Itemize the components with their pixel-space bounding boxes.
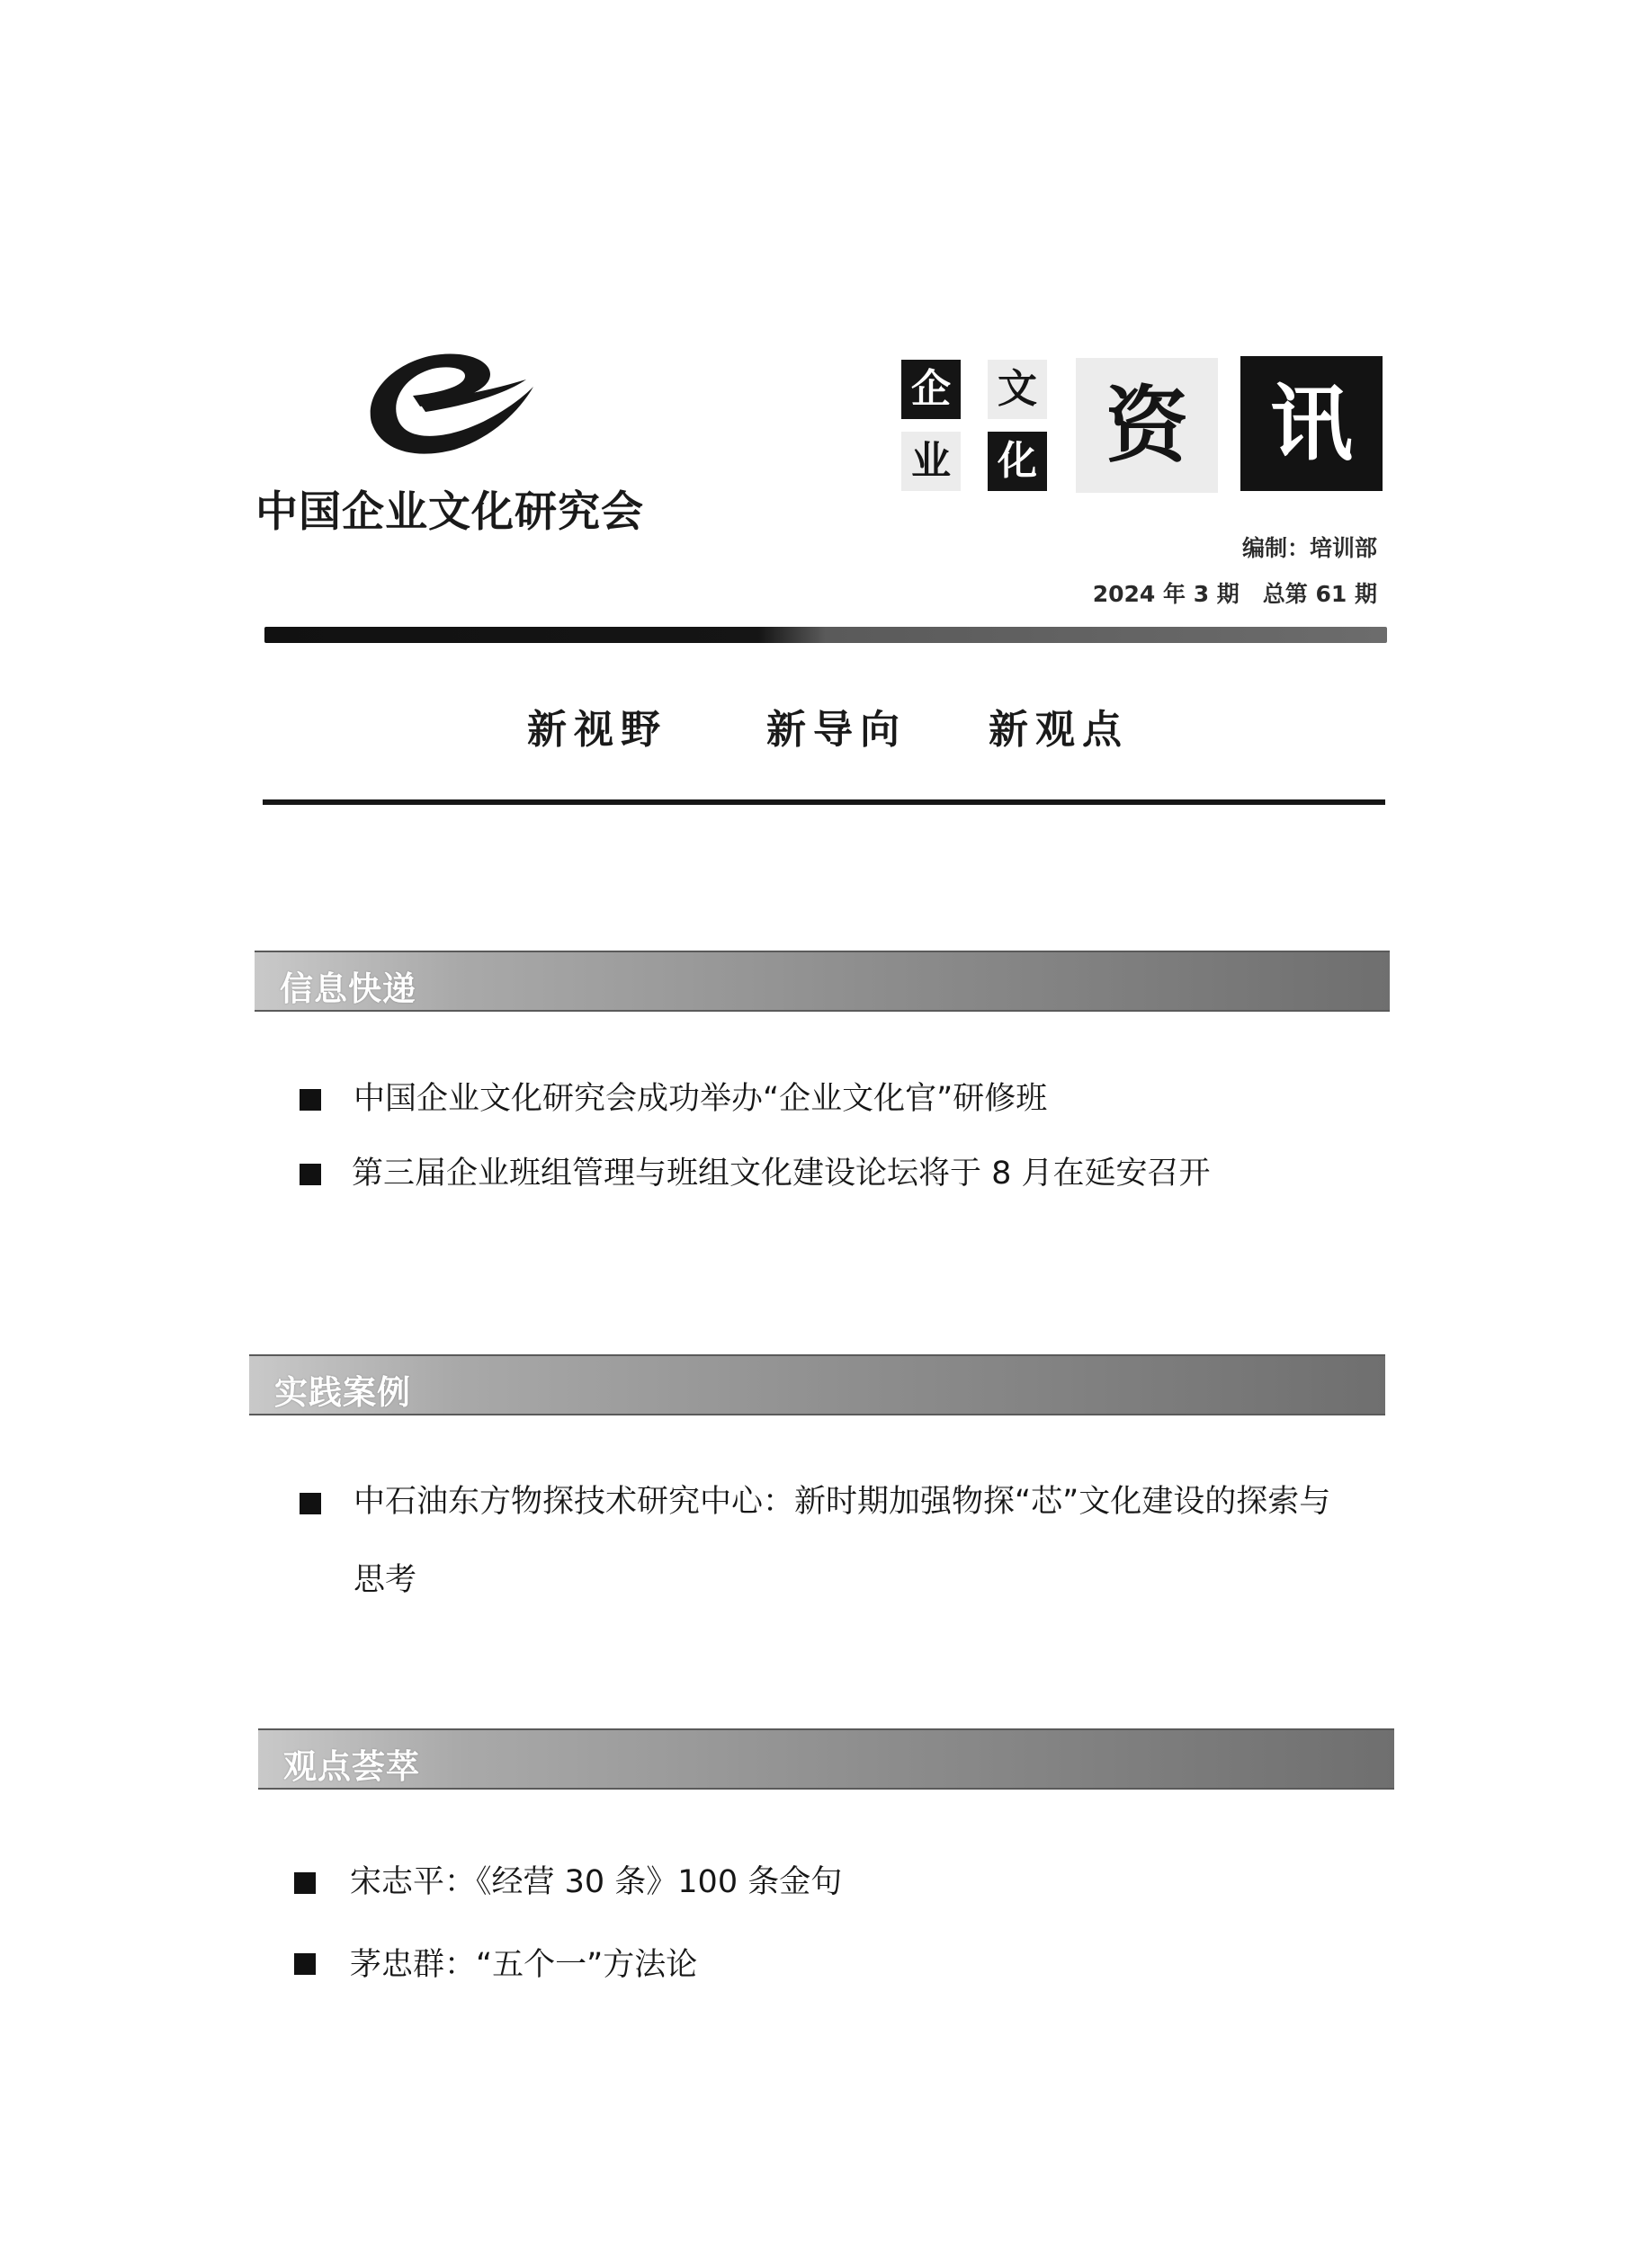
section-header-views [258,1728,1394,1790]
section-title-views: 观点荟萃 [283,1747,420,1786]
organization-name: 中国企业文化研究会 [255,487,644,537]
bullet-square-icon [300,1164,321,1185]
organization-logo-icon [355,340,535,461]
issue-number: 2024 年 3 期 [1092,581,1240,607]
masthead-char-qi: 企 [901,360,961,419]
masthead-char-zi: 资 [1076,358,1218,493]
total-issue-number: 总第 61 期 [1262,581,1377,607]
editor-credit: 编制：培训部 [1241,535,1377,561]
issue-info [1093,576,1377,609]
section-title-news: 信息快递 [280,969,416,1008]
header-divider-top [264,627,1387,643]
bullet-square-icon [294,1953,316,1975]
view-item-1: 宋志平：《经营 30 条》100 条金句 [350,1864,843,1900]
slogan-new-viewpoint: 新观点 [989,707,1129,753]
masthead-char-xun: 讯 [1240,356,1383,491]
bullet-square-icon [300,1089,321,1111]
section-header-cases [249,1354,1385,1415]
masthead-char-ye: 业 [901,432,961,491]
news-item-2: 第三届企业班组管理与班组文化建设论坛将于 8 月在延安召开 [352,1156,1211,1192]
slogan-new-vision: 新视野 [527,707,667,753]
slogan-row [0,697,1629,760]
case-item-1-line-1: 中石油东方物探技术研究中心：新时期加强物探“芯”文化建设的探索与 [354,1484,1331,1520]
bullet-square-icon [300,1493,321,1514]
masthead-char-hua: 化 [988,432,1047,491]
news-item-1: 中国企业文化研究会成功举办“企业文化官”研修班 [354,1081,1048,1117]
section-header-news [255,951,1390,1012]
masthead-char-wen: 文 [988,360,1047,419]
header-divider-bottom [263,799,1385,805]
view-item-2: 茅忠群：“五个一”方法论 [350,1947,698,1983]
bullet-square-icon [294,1872,316,1894]
section-title-cases: 实践案例 [274,1373,411,1412]
slogan-new-direction: 新导向 [766,707,907,753]
case-item-1-line-2: 思考 [354,1562,417,1598]
